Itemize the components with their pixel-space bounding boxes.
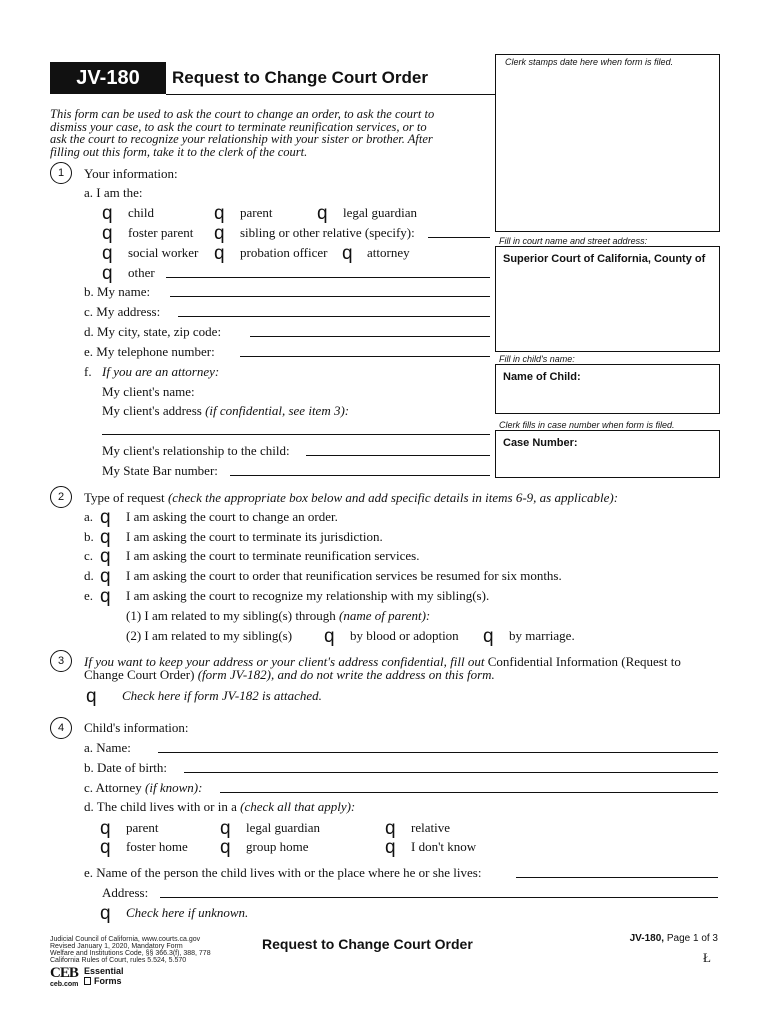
checkbox-probation-officer[interactable]: q (214, 243, 225, 264)
footer-title: Request to Change Court Order (262, 936, 473, 952)
section-1-heading: Your information: (84, 166, 178, 181)
s1-f-label: If you are an attorney: (102, 364, 220, 379)
logo-line-2 (84, 976, 132, 986)
s1-d-label: d. My city, state, zip code: (84, 324, 222, 339)
sibling-specify-line[interactable] (428, 237, 490, 238)
marriage-label: by marriage. (509, 628, 575, 643)
s2-heading-note: (check the appropriate box below and add specific details in items 6-9, as applicable): (167, 490, 619, 505)
lives-legal-guardian-label: legal guardian (246, 820, 320, 835)
essential-forms-logo (84, 966, 132, 990)
s4-b-label: b. Date of birth: (84, 760, 168, 775)
intro-line: This form can be used to ask the court to change an order, to ask the court to (50, 107, 435, 121)
s2-item-c: I am asking the court to terminate reunification services. (126, 548, 420, 563)
footer-line: Welfare and Institutions Code, §§ 366.3(f), 388, 778 (50, 950, 211, 957)
checkbox-marriage[interactable]: q (483, 626, 494, 647)
checkbox-change-order[interactable]: q (100, 507, 111, 528)
logo-line-1: Essential (84, 966, 124, 976)
checkbox-attorney[interactable]: q (342, 243, 353, 264)
stamp-caption: Clerk stamps date here when form is filed. (505, 57, 674, 67)
opt-sibling: sibling or other relative (specify): (240, 225, 415, 240)
clerk-stamp-box (495, 54, 720, 232)
child-name-field[interactable] (158, 752, 718, 753)
opt-social-worker: social worker (128, 245, 199, 260)
child-label: Name of Child: (503, 371, 581, 383)
client-address-label: My client's address (102, 403, 202, 418)
section-4-heading: Child's information: (84, 720, 189, 735)
footer-page-number: Page 1 of 3 (666, 933, 718, 944)
s1-f-letter: f. (84, 364, 92, 379)
section-4-number: 4 (50, 717, 72, 739)
s4-d-label: d. The child lives with or in a (84, 799, 237, 814)
address-unknown-label: Check here if unknown. (126, 905, 249, 920)
s1-b-label: b. My name: (84, 284, 151, 299)
s2-letter: e. (84, 588, 94, 603)
client-name-label: My client's name: (102, 384, 195, 399)
section-2-heading (84, 490, 618, 505)
s1-e-label: e. My telephone number: (84, 344, 215, 359)
s2-item-e: I am asking the court to recognize my relationship with my sibling(s). (126, 588, 490, 603)
footer-line: California Rules of Court, rules 5.524, 5.570 (50, 957, 187, 964)
footer-page-info (630, 933, 718, 944)
client-relationship-field[interactable] (306, 455, 490, 456)
child-dob-field[interactable] (184, 772, 718, 773)
opt-probation-officer: probation officer (240, 245, 328, 260)
checkbox-lives-unknown[interactable]: q (385, 837, 396, 858)
s2-heading-text: Type of request (84, 490, 165, 505)
checkbox-lives-legal-guardian[interactable]: q (220, 818, 231, 839)
form-id: JV-180 (50, 62, 166, 94)
case-label: Case Number: (503, 437, 578, 449)
section-1-number: 1 (50, 162, 72, 184)
opt-child: child (128, 205, 154, 220)
s4-a-label: a. Name: (84, 740, 131, 755)
child-attorney-field[interactable] (220, 792, 718, 793)
address-label: Address: (102, 885, 149, 900)
s4-c-row (84, 780, 202, 795)
client-relationship-label: My client's relationship to the child: (102, 443, 290, 458)
footer-line: Judicial Council of California, www.courts.ca.gov (50, 936, 201, 943)
s2-letter: c. (84, 548, 94, 563)
s2-letter: b. (84, 529, 94, 544)
s2-item-a: I am asking the court to change an order. (126, 509, 338, 524)
other-line[interactable] (166, 277, 490, 278)
s3-line-2 (84, 667, 495, 682)
s2-e2-label: (2) I am related to my sibling(s) (126, 628, 293, 643)
s2-letter: a. (84, 509, 94, 524)
s3-line1-regular: Confidential Information (Request to (487, 654, 681, 669)
lives-group-home-label: group home (246, 839, 309, 854)
s4-e-label: e. Name of the person the child lives with or the place where he or she lives: (84, 865, 482, 880)
checkbox-terminate-reunification[interactable]: q (100, 546, 111, 567)
footer-citation (50, 936, 250, 964)
checkbox-lives-parent[interactable]: q (100, 818, 111, 839)
opt-foster-parent: foster parent (128, 225, 194, 240)
ceb-logo-mark: CEB (50, 965, 78, 981)
lives-relative-label: relative (411, 820, 450, 835)
checkbox-recognize-sibling[interactable]: q (100, 586, 111, 607)
client-address-row (102, 403, 349, 418)
section-3-number: 3 (50, 650, 72, 672)
intro-line: dismiss your case, to ask the court to terminate reunification services, or to (50, 119, 427, 134)
checkbox-lives-foster-home[interactable]: q (100, 837, 111, 858)
s2-letter: d. (84, 568, 94, 583)
checkbox-jv182-attached[interactable]: q (86, 686, 97, 707)
footer-mark: Ł (703, 950, 711, 965)
s4-d-row (84, 799, 355, 814)
checkbox-blood-adoption[interactable]: q (324, 626, 335, 647)
intro-line: filling out this form, take it to the clerk of the court. (50, 144, 308, 159)
checkbox-terminate-jurisdiction[interactable]: q (100, 527, 111, 548)
court-caption: Fill in court name and street address: (499, 236, 648, 246)
ceb-logo (50, 966, 82, 990)
document-icon (84, 977, 91, 985)
case-caption: Clerk fills in case number when form is filed. (499, 420, 675, 430)
opt-attorney: attorney (367, 245, 410, 260)
child-caption: Fill in child's name: (499, 354, 575, 364)
city-state-zip-field[interactable] (250, 336, 490, 337)
opt-other: other (128, 265, 155, 280)
state-bar-field[interactable] (230, 475, 490, 476)
telephone-field[interactable] (240, 356, 490, 357)
s3-line1-italic: If you want to keep your address or your client's address confidential, fill out (84, 654, 485, 669)
section-2-number: 2 (50, 486, 72, 508)
opt-parent: parent (240, 205, 273, 220)
checkbox-foster-parent[interactable]: q (102, 223, 113, 244)
footer-form-id: JV-180, (629, 933, 665, 944)
ceb-logo-site: ceb.com (50, 981, 79, 988)
my-address-field[interactable] (178, 316, 490, 317)
blood-adoption-label: by blood or adoption (350, 628, 459, 643)
s2-item-b: I am asking the court to terminate its jurisdiction. (126, 529, 383, 544)
s1-a-label: a. I am the: (84, 185, 143, 200)
checkbox-lives-relative[interactable]: q (385, 818, 396, 839)
s1-c-label: c. My address: (84, 304, 161, 319)
footer-line: Revised January 1, 2020, Mandatory Form (50, 943, 183, 950)
lives-address-field[interactable] (160, 897, 718, 898)
opt-legal-guardian: legal guardian (343, 205, 417, 220)
lives-foster-home-label: foster home (126, 839, 188, 854)
logo-forms-text: Forms (94, 976, 122, 986)
s2-e1-note: (name of parent): (339, 608, 431, 623)
s2-e1-label: (1) I am related to my sibling(s) through (126, 608, 336, 623)
jv182-attached-label: Check here if form JV-182 is attached. (122, 688, 322, 703)
lives-with-field[interactable] (516, 877, 718, 878)
s4-d-note: (check all that apply): (240, 799, 356, 814)
intro-line: ask the court to recognize your relationship with your sister or brother. After (50, 132, 433, 146)
checkbox-legal-guardian[interactable]: q (317, 203, 328, 224)
lives-parent-label: parent (126, 820, 159, 835)
checkbox-address-unknown[interactable]: q (100, 903, 111, 924)
s3-line2-italic: (form JV-182), and do not write the address on this form. (197, 667, 495, 682)
s4-c-label: c. Attorney (84, 780, 142, 795)
s4-c-note: (if known): (145, 780, 203, 795)
client-address-field[interactable] (102, 434, 490, 435)
checkbox-social-worker[interactable]: q (102, 243, 113, 264)
form-title: Request to Change Court Order (172, 68, 428, 87)
s2-item-d: I am asking the court to order that reunification services be resumed for six months. (126, 568, 562, 583)
checkbox-sibling[interactable]: q (214, 223, 225, 244)
intro-paragraph (50, 108, 490, 158)
checkbox-lives-group-home[interactable]: q (220, 837, 231, 858)
s2-e1-row (126, 608, 430, 623)
checkbox-child[interactable]: q (102, 203, 113, 224)
lives-unknown-label: I don't know (411, 839, 477, 854)
checkbox-resume-reunification[interactable]: q (100, 566, 111, 587)
my-name-field[interactable] (170, 296, 490, 297)
checkbox-parent[interactable]: q (214, 203, 225, 224)
checkbox-other[interactable]: q (102, 263, 113, 284)
court-name: Superior Court of California, County of (503, 253, 706, 265)
state-bar-label: My State Bar number: (102, 463, 218, 478)
client-address-note: (if confidential, see item 3): (205, 403, 350, 418)
s3-line2-regular: Change Court Order) (84, 667, 195, 682)
